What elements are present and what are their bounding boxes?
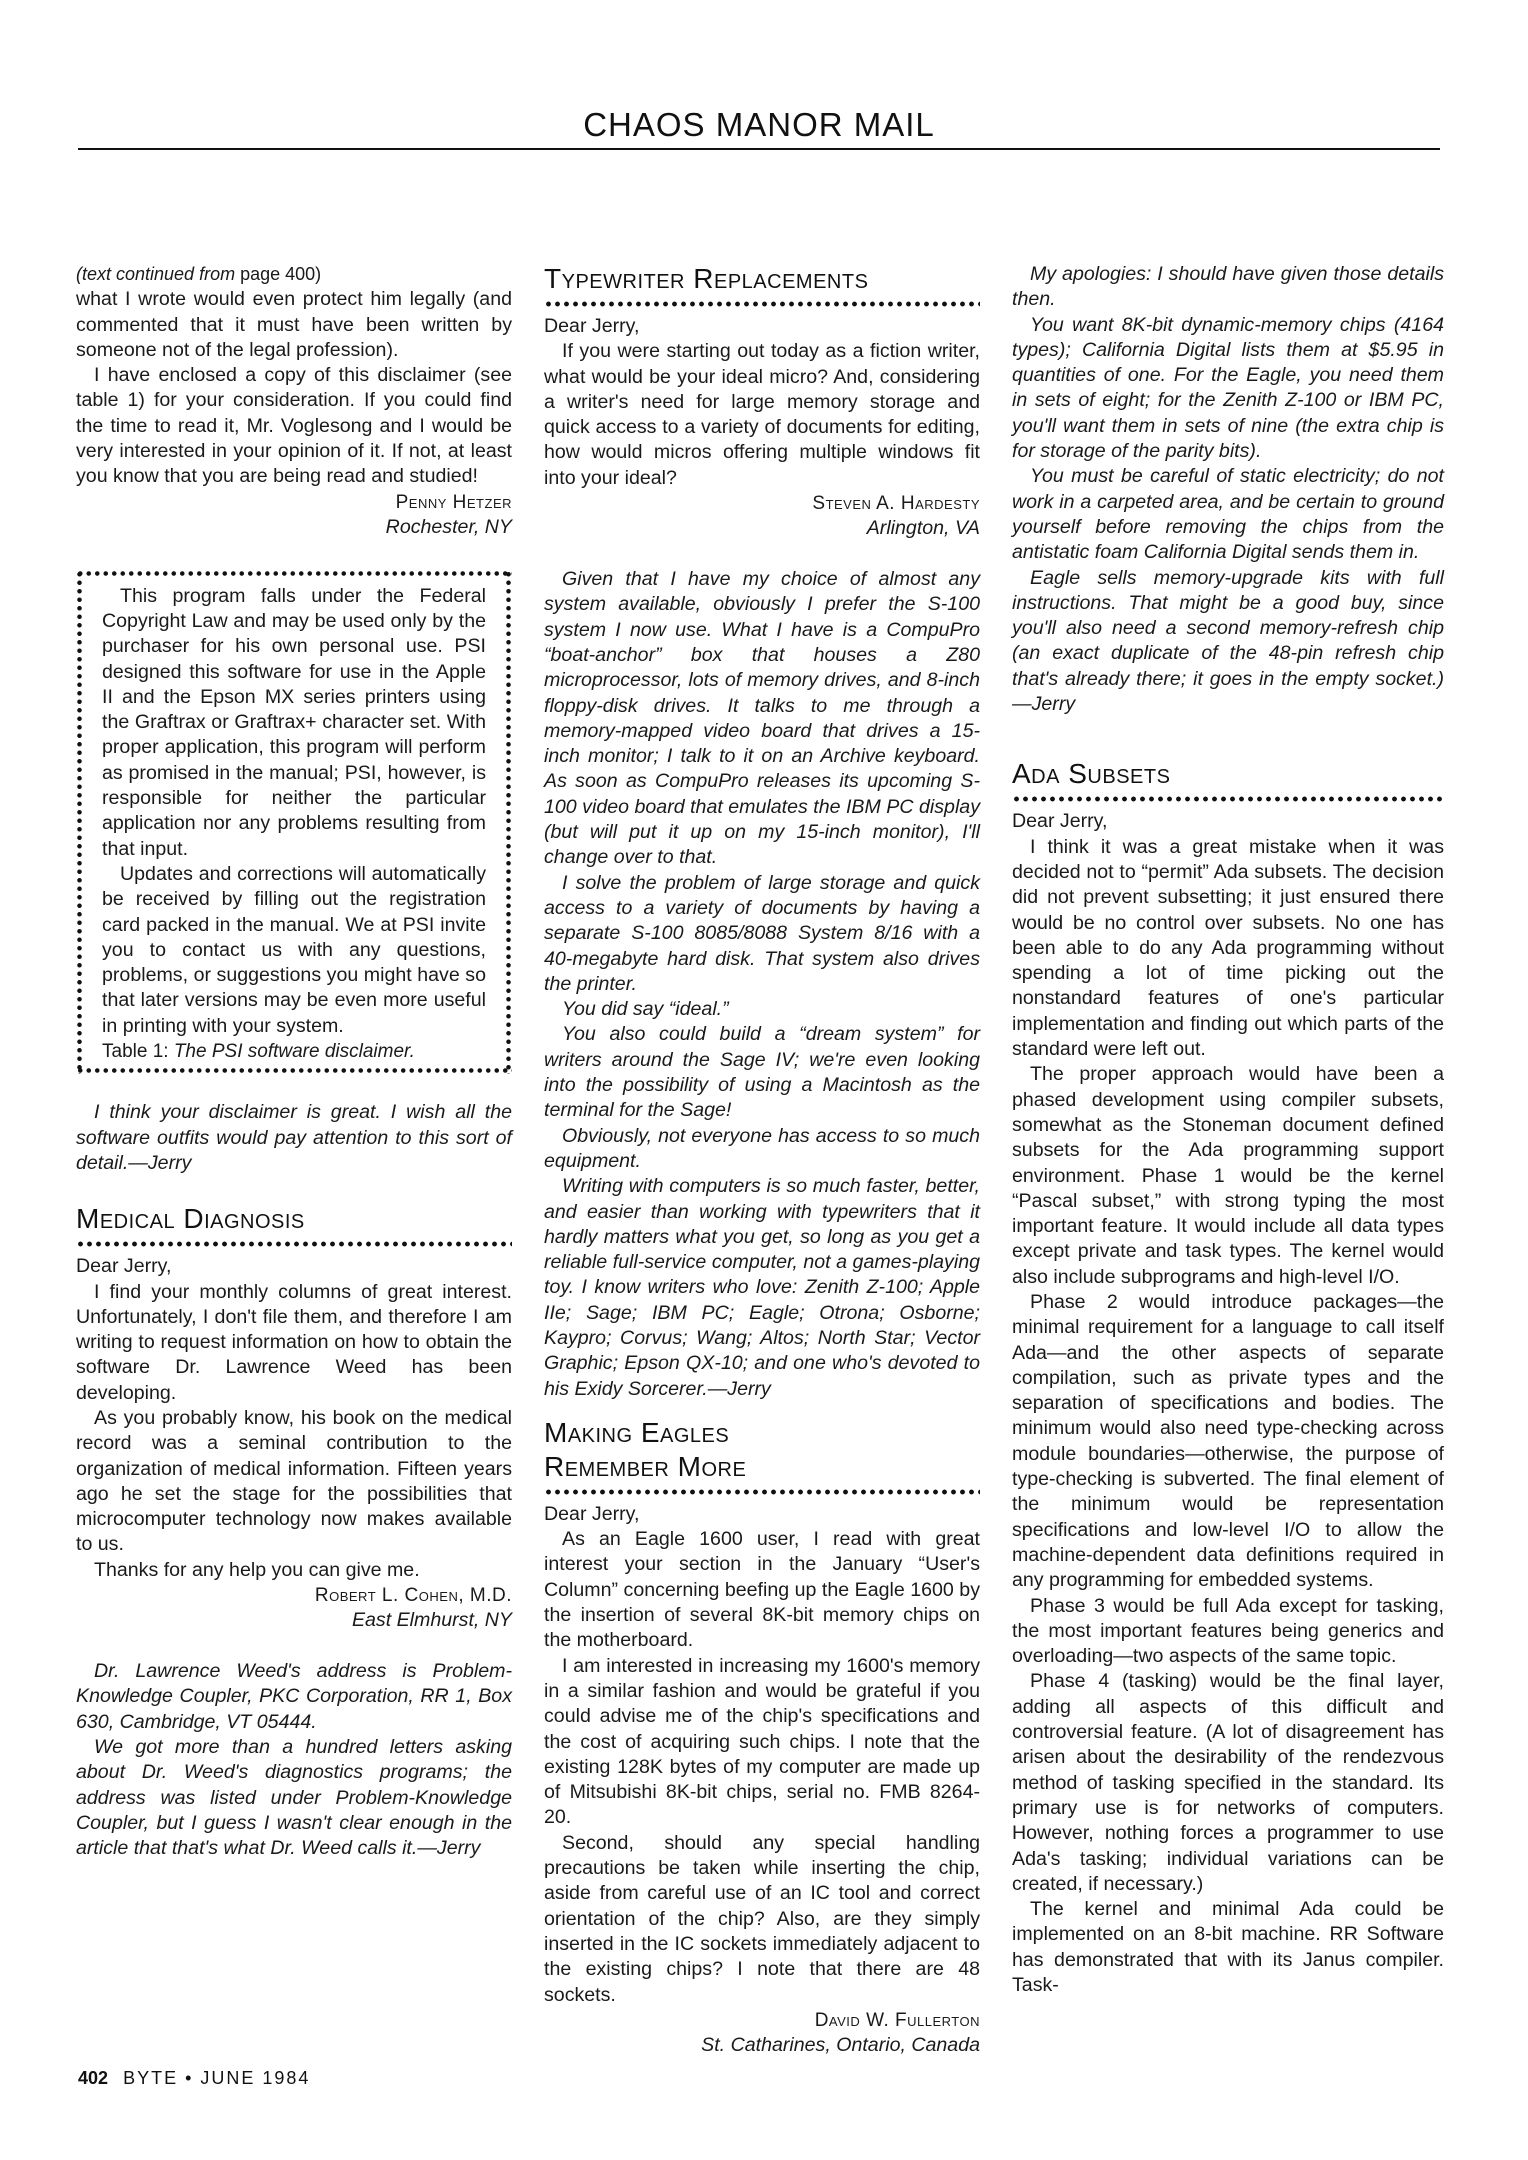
- editor-reply: My apologies: I should have given those details then.: [1012, 263, 1444, 311]
- letter-paragraph: I find your monthly columns of great interest. Unfortunately, I don't file them, and therefore I am writing to request information on how to obtain the software Dr. Lawrence Weed has been developing.: [76, 1280, 512, 1404]
- page-number: 402: [78, 2068, 109, 2088]
- editor-reply: You did say “ideal.”: [562, 998, 729, 1021]
- column-1: [76, 262, 512, 1861]
- editor-reply: I solve the problem of large storage and quick access to a variety of documents by having a separate S-100 8085/8088 System 8/16 with a 40-megabyte hard disk. That system also drives the printer.: [544, 871, 980, 995]
- signature-name: David W. Fullerton: [814, 2009, 980, 2031]
- letter-paragraph: I have enclosed a copy of this disclaimer (see table 1) for your consideration. If you could find the time to read it, Mr. Voglesong and I would be very interested in your opinion of it. If not, at least you know that you are being read and studied!: [76, 364, 512, 488]
- editor-reply: Dr. Lawrence Weed's address is Problem-Knowledge Coupler, PKC Corporation, RR 1, Box 630, Cambridge, VT 05444.: [76, 1660, 512, 1733]
- editor-reply: Eagle sells memory-upgrade kits with full instructions. That might be a good buy, since you'll also need a second memory-refresh chip (an exact duplicate of the 48-pin refresh chip that's already there; it goes in the empty socket.)—Jerry: [1012, 566, 1444, 716]
- letter-paragraph: Phase 4 (tasking) would be the final layer, adding all aspects of this difficult and controversial feature. (A lot of disagreement has arisen about the desirability of the rendezvous method of tasking specified in the standard. Its primary use is for networks of computers. However, nothing forces a programmer to use Ada's tasking; individual variations can be created, if necessary.): [1012, 1670, 1444, 1895]
- page-footer: [78, 2068, 310, 2089]
- dotted-rule: [544, 300, 980, 308]
- dotted-rule: [1012, 795, 1444, 803]
- editor-reply: I think your disclaimer is great. I wish all the software outfits would pay attention to this sort of detail.—Jerry: [76, 1101, 512, 1174]
- editor-reply: You also could build a “dream system” for writers around the Sage IV; we're even looking into the possibility of using a Macintosh as the terminal for the Sage!: [544, 1023, 980, 1122]
- dotted-rule: [544, 1488, 980, 1496]
- publication-info: BYTE • JUNE 1984: [123, 2068, 311, 2088]
- continuation-page: page 400): [240, 264, 322, 284]
- editor-reply: Writing with computers is so much faster, better, and easier than working with typewriters that it hardly matters what you get, so long as you get a reliable full-service computer, not a games-playing toy. I know writers who love: Zenith Z-100; Apple IIe; Sage; IBM PC; Eagle; Otrona; Osborne; Kaypro; Corvus; Wang; Altos; North Star; Vector Graphic; Epson QX-10; and one who's devoted to his Exidy Sorcerer.—Jerry: [544, 1175, 980, 1400]
- letter-paragraph: Phase 2 would introduce packages—the minimal requirement for a language to call itself Ada—and the other aspects of separate compilation, such as private types and the separation of specifications and bodies. The minimum would also need type-checking across module boundaries—otherwise, the purpose of type-checking is subverted. The final element of the minimum would be representation specifications and low-level I/O to allow the machine-dependent data definitions required in any programming for embedded systems.: [1012, 1290, 1444, 1592]
- section-heading: Medical Diagnosis: [76, 1203, 305, 1235]
- letter-paragraph: I am interested in increasing my 1600's memory in a similar fashion and would be grateful if you could advise me of the chip's specifications and the cost of acquiring such chips. I note that the existing 128K bytes of my computer are made up of Mitsubishi 8K-bit chips, serial no. FMB 8264-20.: [544, 1654, 980, 1829]
- salutation: Dear Jerry,: [76, 1255, 172, 1278]
- signature-name: Robert L. Cohen, M.D.: [314, 1585, 512, 1607]
- signature-place: Rochester, NY: [385, 515, 512, 538]
- continuation-label: (text continued from: [76, 264, 236, 284]
- signature-place: East Elmhurst, NY: [351, 1609, 512, 1632]
- column-2: [544, 262, 980, 2058]
- signature-place: Arlington, VA: [866, 517, 980, 540]
- letter-paragraph: Phase 3 would be full Ada except for tasking, the most important features being generics and overloading—two aspects of the same topic.: [1012, 1594, 1444, 1668]
- editor-reply: You must be careful of static electricity; do not work in a carpeted area, and be certain to ground yourself before removing the chips from the antistatic foam California Digital sends them in.: [1012, 465, 1444, 564]
- table-caption-label: Table 1:: [102, 1041, 169, 1063]
- table-caption-title: The PSI software disclaimer.: [173, 1041, 415, 1063]
- page-header: [78, 104, 1440, 150]
- table-1-box: [76, 570, 512, 1075]
- column-3: [1012, 262, 1444, 1998]
- running-head: CHAOS MANOR MAIL: [583, 106, 935, 143]
- letter-paragraph: If you were starting out today as a fiction writer, what would be your ideal micro? And, considering a writer's need for large memory storage and quick access to a variety of documents for editing, how would micros offering multiple windows fit into your ideal?: [544, 340, 980, 489]
- letter-paragraph: The kernel and minimal Ada could be implemented on an 8-bit machine. RR Software has demonstrated that with its Janus compiler. Task-: [1012, 1898, 1444, 1996]
- disclaimer-paragraph: This program falls under the Federal Copyright Law and may be used only by the purchaser for his own personal use. PSI designed this software for use in the Apple II and the Epson MX series printers using the Graftrax or Graftrax+ character set. With proper application, this program will perform as promised in the manual; PSI, however, is responsible for neither the particular application nor any problems resulting from that input.: [102, 584, 486, 860]
- letter-paragraph: As you probably know, his book on the medical record was a seminal contribution to the organization of medical information. Fifteen years ago he set the stage for the possibilities that microcomputer technology now makes available to us.: [76, 1406, 512, 1556]
- editor-reply: Given that I have my choice of almost any system available, obviously I prefer the S-100 system I now use. What I have is a CompuPro “boat-anchor” box that houses a Z80 microprocessor, lots of memory drives, and 8-inch floppy-disk drives. It talks to me through a memory-mapped video board that drives a 15-inch monitor; I talk to it on an Archive keyboard. As soon as CompuPro releases its upcoming S-100 video board that emulates the IBM PC display (but will put it up on my 15-inch monitor), I'll change over to that.: [544, 568, 980, 869]
- section-heading-line: Remember More: [544, 1450, 747, 1482]
- letter-paragraph: As an Eagle 1600 user, I read with great interest your section in the January “User's Column” concerning beefing up the Eagle 1600 by the insertion of several 8K-bit memory chips on the motherboard.: [544, 1528, 980, 1652]
- disclaimer-paragraph: Updates and corrections will automatically be received by filling out the registration card packed in the manual. We at PSI invite you to contact us with any questions, problems, or suggestions you might have so that later versions may be even more useful in printing with your system.: [102, 862, 486, 1037]
- table-caption: [102, 1039, 486, 1064]
- section-heading: Typewriter Replacements: [544, 263, 869, 294]
- editor-reply: You want 8K-bit dynamic-memory chips (4164 types); California Digital lists them at $5.95 in quantities of one. For the Eagle, you need them in sets of eight; for the Zenith Z-100 or IBM PC, you'll want them in sets of nine (the extra chip is for storage of the parity bits).: [1012, 313, 1444, 463]
- salutation: Dear Jerry,: [1012, 810, 1108, 833]
- letter-paragraph: I think it was a great mistake when it was decided not to “permit” Ada subsets. The decision did not prevent subsetting; it just ensured there would be no control over subsets. No one has been able to do any Ada programming without spending a lot of time picking out the nonstandard features of one's particular implementation and finding out which parts of the standard were left out.: [1012, 835, 1444, 1061]
- signature-name: Steven A. Hardesty: [812, 493, 980, 515]
- section-heading: Ada Subsets: [1012, 758, 1171, 790]
- continuation-note: [76, 262, 512, 287]
- section-heading-line: Making Eagles: [544, 1416, 730, 1448]
- salutation: Dear Jerry,: [544, 1502, 640, 1525]
- dotted-rule: [76, 1240, 512, 1248]
- letter-paragraph: The proper approach would have been a phased development using compiler subsets, somewhat as the Stoneman document defined subsets for the Ada programming support environment. Phase 1 would be the kernel “Pascal subset,” with strong typing the most important feature. It would include all data types except private and task types. The kernel would also include subprograms and high-level I/O.: [1012, 1063, 1444, 1288]
- letter-paragraph: what I wrote would even protect him legally (and commented that it must have been written by someone not of the legal profession).: [76, 288, 512, 361]
- letter-paragraph: Second, should any special handling precautions be taken while inserting the chip, aside from careful use of an IC tool and correct orientation of the chip? Also, are they simply inserted in the IC sockets immediately adjacent to the existing chips? I note that there are 48 sockets.: [544, 1831, 980, 2006]
- editor-reply: We got more than a hundred letters asking about Dr. Weed's diagnostics programs; the address was listed under Problem-Knowledge Coupler, but I guess I wasn't clear enough in the article that that's what Dr. Weed calls it.—Jerry: [76, 1735, 512, 1860]
- editor-reply: Obviously, not everyone has access to so much equipment.: [544, 1124, 980, 1172]
- letter-paragraph: Thanks for any help you can give me.: [94, 1558, 420, 1581]
- signature-place: St. Catharines, Ontario, Canada: [701, 2033, 980, 2056]
- salutation: Dear Jerry,: [544, 315, 640, 337]
- section-heading: [544, 1416, 980, 1484]
- signature-name: Penny Hetzer: [395, 491, 512, 513]
